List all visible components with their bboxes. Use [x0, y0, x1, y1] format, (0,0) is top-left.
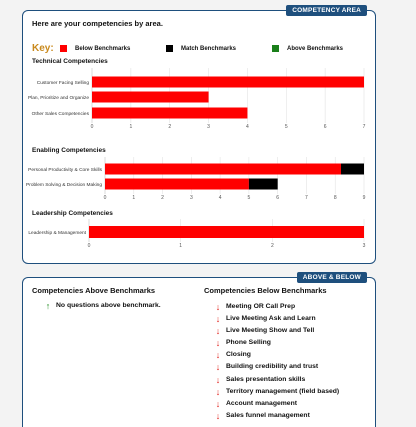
enabling-competencies-title: Enabling Competencies: [32, 147, 106, 154]
leadership-competencies-title: Leadership Competencies: [32, 210, 113, 217]
legend-label-below: Below Benchmarks: [75, 45, 131, 52]
x-tick-label: 0: [90, 124, 94, 130]
x-tick-label: 1: [179, 243, 183, 249]
x-tick-label: 4: [246, 124, 249, 130]
technical-competencies-title: Technical Competencies: [32, 58, 108, 65]
x-tick-label: 5: [284, 124, 288, 130]
arrow-down-icon: ↓: [215, 362, 221, 373]
below-benchmark-item: [213, 410, 339, 422]
item-label: Live Meeting Show and Tell: [226, 327, 315, 335]
arrow-down-icon: ↓: [215, 326, 221, 337]
above-benchmarks-title: Competencies Above Benchmarks: [32, 286, 156, 295]
x-tick-label: 3: [189, 195, 193, 201]
arrow-down-icon: ↓: [215, 410, 221, 421]
arrow-down-icon: ↓: [215, 374, 221, 385]
bar-below-benchmarks: [92, 92, 209, 103]
arrow-down-icon: ↓: [215, 338, 221, 349]
competency-area-panel: [22, 7, 376, 264]
item-label: Closing: [226, 351, 251, 359]
below-benchmark-item: [213, 398, 339, 410]
key-label: Key:: [32, 43, 54, 54]
arrow-down-icon: ↓: [215, 302, 221, 312]
x-tick-label: 8: [333, 195, 337, 201]
arrow-down-icon: ↓: [215, 386, 221, 397]
bar-below-benchmarks: [92, 108, 247, 119]
item-label: Territory management (field based): [226, 387, 340, 395]
below-benchmark-item: [213, 386, 339, 398]
x-tick-label: 7: [362, 124, 366, 130]
x-tick-label: 2: [168, 124, 172, 130]
legend-label-match: Match Benchmarks: [181, 45, 237, 52]
bar-below-benchmarks: [105, 179, 249, 190]
category-label: Problem Solving & Decision Making: [26, 182, 102, 188]
arrow-down-icon: ↓: [215, 314, 221, 325]
x-tick-label: 3: [207, 124, 210, 130]
x-tick-label: 9: [362, 195, 366, 201]
category-label: Leadership & Management: [28, 230, 86, 236]
item-label: Sales presentation skills: [226, 375, 306, 383]
above-below-tab: ABOVE & BELOW: [297, 272, 367, 283]
x-tick-label: 2: [161, 195, 164, 201]
competency-area-tab: COMPETENCY AREA: [286, 5, 367, 16]
x-tick-label: 1: [129, 124, 133, 130]
x-tick-label: 7: [305, 195, 308, 201]
above-benchmark-item: [43, 300, 161, 312]
item-label: Live Meeting Ask and Learn: [226, 315, 316, 323]
x-tick-label: 5: [247, 195, 251, 201]
arrow-up-icon: ↑: [45, 301, 51, 311]
below-benchmarks-list: [213, 301, 339, 422]
item-label: Account management: [226, 399, 298, 407]
below-benchmark-item: [213, 325, 339, 337]
below-benchmark-item: [213, 313, 339, 325]
item-label: Sales funnel management: [226, 411, 310, 419]
x-tick-label: 2: [270, 243, 274, 249]
category-label: Plan, Prioritize and Organize: [27, 95, 89, 101]
x-tick-label: 4: [218, 195, 222, 201]
category-label: Other Sales Competencies: [31, 111, 89, 117]
below-benchmark-item: [213, 374, 339, 386]
category-label: Customer Facing Selling: [36, 80, 89, 86]
arrow-down-icon: ↓: [215, 398, 221, 409]
competency-charts: [23, 11, 377, 265]
bar-below-benchmarks: [105, 164, 341, 175]
above-benchmarks-list: [43, 300, 161, 312]
item-label: Phone Selling: [226, 339, 271, 347]
arrow-down-icon: ↓: [215, 350, 221, 361]
above-below-panel: [22, 274, 376, 427]
x-tick-label: 1: [132, 195, 136, 201]
below-benchmark-item: [213, 337, 339, 349]
x-tick-label: 6: [323, 124, 327, 130]
bar-match-benchmarks: [249, 179, 278, 190]
x-tick-label: 6: [276, 195, 280, 201]
bar-match-benchmarks: [341, 164, 364, 175]
x-tick-label: 0: [87, 243, 91, 249]
category-label: Personal Productivity & Core Skills: [28, 167, 102, 173]
competency-heading: Here are your competencies by area.: [32, 19, 163, 28]
x-tick-label: 0: [103, 195, 107, 201]
item-label: Meeting OR Call Prep: [226, 303, 296, 310]
item-label: No questions above benchmark.: [56, 302, 161, 309]
x-tick-label: 3: [362, 243, 366, 249]
below-benchmark-item: [213, 349, 339, 361]
item-label: Building credibility and trust: [226, 363, 319, 371]
bar-below-benchmarks: [92, 77, 364, 88]
below-benchmark-item: [213, 301, 339, 313]
below-benchmarks-title: Competencies Below Benchmarks: [204, 286, 327, 295]
below-benchmark-item: [213, 361, 339, 373]
bar-below-benchmarks: [89, 226, 364, 238]
legend-label-above: Above Benchmarks: [287, 45, 344, 52]
